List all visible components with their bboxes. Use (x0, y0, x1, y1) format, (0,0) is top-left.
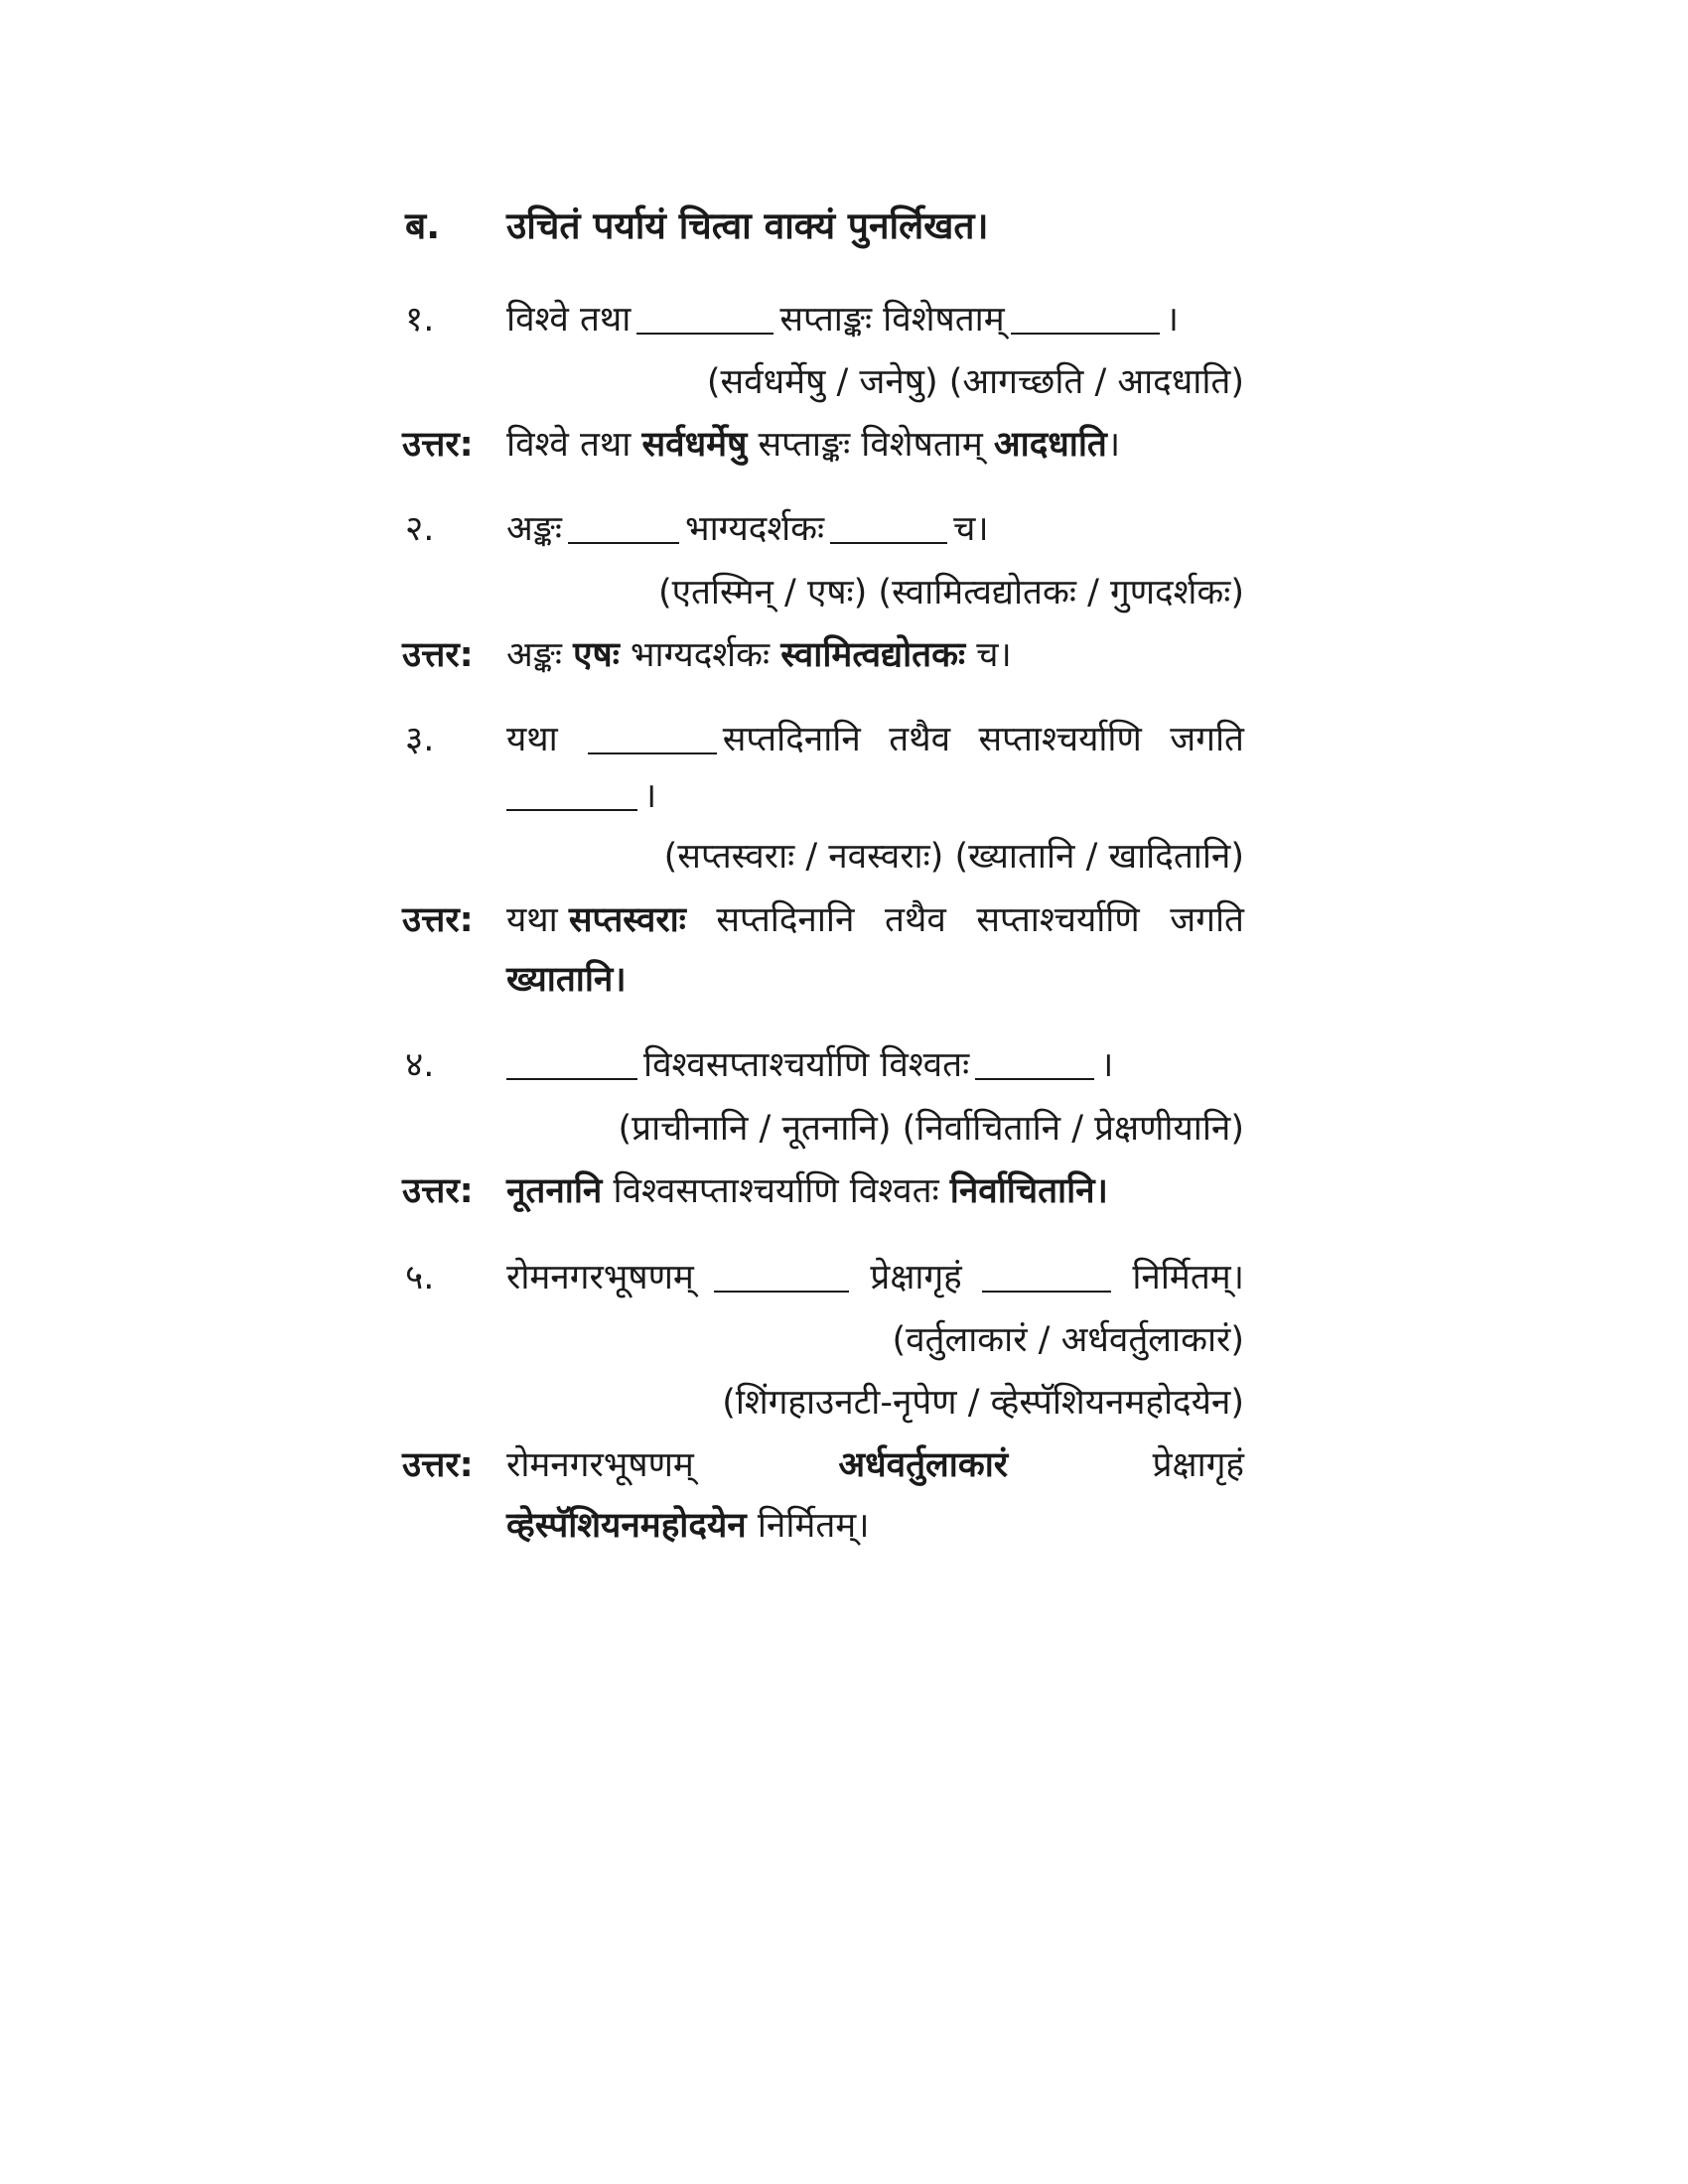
answer-label: उत्तर: (402, 900, 474, 940)
answer-blank (975, 1078, 1094, 1080)
answer-fill: व्हेस्पॅशियनमहोदयेन (506, 1506, 747, 1546)
answer-label: उत्तर: (402, 1171, 474, 1211)
question-text (506, 504, 989, 554)
answer-blank (506, 1078, 637, 1080)
question-fragment: जगति (1170, 720, 1244, 759)
answer-label: उत्तर: (402, 425, 474, 465)
answer-fragment: च। (976, 635, 1012, 675)
answer-fragment: प्रेक्षागृहं (1152, 1445, 1244, 1485)
answer-fill: नूतनानि (506, 1171, 603, 1211)
answer-fragment: सप्तदिनानि (716, 900, 855, 940)
question-fragment: । (643, 776, 657, 816)
question-fragment: यथा (506, 720, 558, 759)
question-number: ३. (405, 720, 435, 759)
question-fragment: अङ्कः (506, 509, 562, 549)
section-title: उचितं पर्यायं चित्वा वाक्यं पुनर्लिखत। (506, 205, 989, 247)
answer-fragment: भाग्यदर्शकः (630, 635, 771, 675)
question-text-continued (506, 771, 656, 821)
question-fragment: च। (953, 509, 989, 549)
question-fragment: रोमनगरभूषणम् (506, 1258, 694, 1297)
answer-text-continued (506, 1501, 869, 1551)
answer-text (506, 630, 1012, 680)
options-text: (सप्तस्वराः / नवस्वराः) (ख्यातानि / खादितानि) (663, 837, 1244, 877)
answer-fill: सप्तस्वराः (568, 900, 686, 940)
question-fragment: सप्ताश्चर्याणि (978, 720, 1142, 759)
question-fragment: निर्मितम्। (1132, 1258, 1244, 1297)
answer-blank (636, 333, 774, 335)
answer-fill: स्वामित्वद्योतकः (780, 635, 966, 675)
question-number: १. (405, 300, 435, 340)
answer-text (506, 1440, 1244, 1490)
question-number: २. (405, 509, 435, 549)
answer-label: उत्तर: (402, 1445, 474, 1485)
answer-fragment: निर्मितम्। (757, 1506, 870, 1546)
section-label: ब. (405, 205, 441, 247)
question-text (506, 1253, 1244, 1302)
answer-fill: अर्धवर्तुलाकारं (838, 1445, 1009, 1485)
answer-fill: ख्यातानि। (506, 960, 627, 1000)
options-text: (एतस्मिन् / एषः) (स्वामित्वद्योतकः / गुणदर्शकः) (657, 573, 1244, 613)
question-fragment: तथैव (889, 720, 951, 759)
answer-label: उत्तर: (402, 635, 474, 675)
answer-text (506, 1166, 1108, 1216)
question-fragment: विश्वसप्ताश्चर्याणि विश्वतः (643, 1045, 970, 1085)
answer-fragment: सप्ताङ्कः विशेषताम् (758, 425, 983, 465)
options-text-second: (शिंगहाउनटी-नृपेण / व्हेस्पॅशियनमहोदयेन) (722, 1383, 1244, 1423)
answer-text (506, 895, 1244, 945)
answer-blank (506, 809, 637, 811)
answer-blank (982, 1291, 1111, 1293)
answer-fill: निर्वाचितानि। (949, 1171, 1108, 1211)
question-text (506, 1040, 1113, 1090)
answer-fragment: यथा (506, 900, 558, 940)
answer-text (506, 420, 1120, 470)
question-number: ४. (405, 1045, 435, 1085)
answer-fill: आदधाति (993, 425, 1107, 465)
answer-fill: सर्वधर्मेषु (641, 425, 748, 465)
question-text (506, 715, 1244, 764)
question-fragment: भाग्यदर्शकः (684, 509, 825, 549)
question-fragment: । (1165, 300, 1179, 340)
options-text: (सर्वधर्मेषु / जनेषु) (आगच्छति / आदधाति) (706, 362, 1244, 402)
question-fragment: सप्ताङ्कः विशेषताम् (779, 300, 1005, 340)
question-fragment: विश्वे तथा (506, 300, 632, 340)
answer-fragment: विश्वसप्ताश्चर्याणि विश्वतः (613, 1171, 939, 1211)
question-fragment: सप्तदिनानि (722, 720, 861, 759)
answer-fragment: सप्ताश्चर्याणि (976, 900, 1140, 940)
answer-blank (568, 542, 679, 544)
answer-fill: एषः (573, 635, 620, 675)
answer-fragment: रोमनगरभूषणम् (506, 1445, 694, 1485)
question-fragment: प्रेक्षागृहं (870, 1258, 962, 1297)
answer-blank (1011, 333, 1160, 335)
answer-fragment: अङ्कः (506, 635, 562, 675)
answer-fragment: । (1106, 425, 1121, 465)
answer-fragment: तथैव (885, 900, 946, 940)
options-text: (वर्तुलाकारं / अर्धवर्तुलाकारं) (892, 1320, 1244, 1360)
question-fragment: । (1100, 1045, 1114, 1085)
question-number: ५. (405, 1258, 435, 1297)
answer-blank (714, 1291, 849, 1293)
answer-fragment: विश्वे तथा (506, 425, 632, 465)
answer-blank (588, 752, 717, 754)
answer-fragment: जगति (1170, 900, 1244, 940)
question-text (506, 295, 1179, 344)
answer-blank (830, 542, 947, 544)
options-text: (प्राचीनानि / नूतनानि) (निर्वाचितानि / प्रेक्षणीयानि) (618, 1109, 1244, 1149)
